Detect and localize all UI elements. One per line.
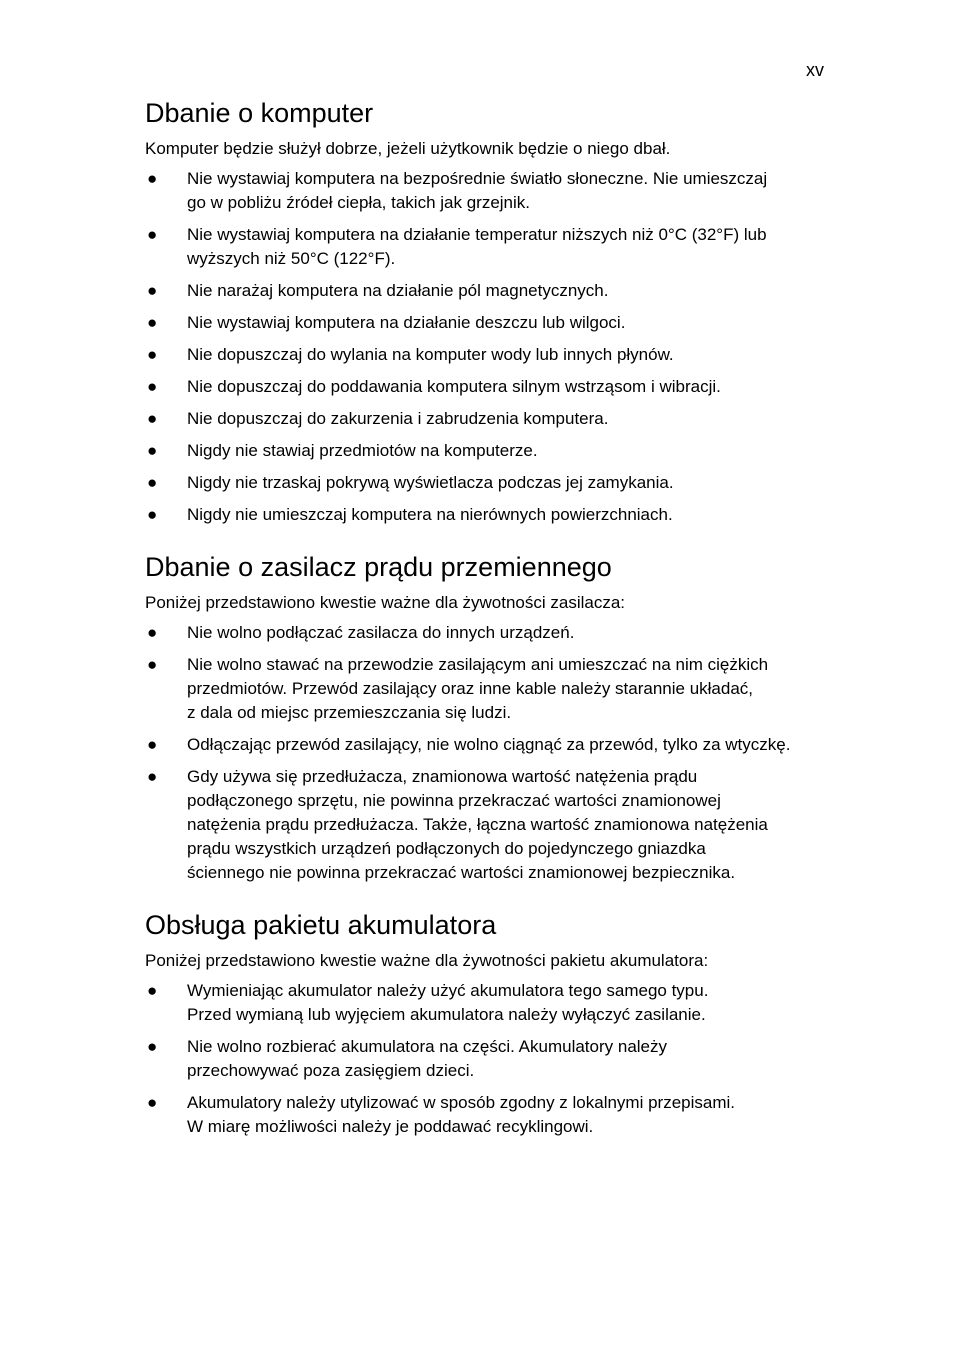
list-item (145, 1035, 835, 1083)
bullet-icon: ● (147, 655, 158, 674)
bullet-list (145, 621, 835, 885)
list-item (145, 223, 835, 271)
list-item-text: Nie wolno podłączać zasilacza do innych urządzeń. (187, 623, 575, 642)
list-item-text: Nie wystawiaj komputera na bezpośrednie światło słoneczne. Nie umieszczaj (187, 169, 768, 188)
section-3 (145, 909, 835, 1139)
section-title: Dbanie o zasilacz prądu przemiennego (145, 552, 612, 582)
list-item (145, 733, 835, 757)
list-item-text: natężenia prądu przedłużacza. Także, łączna wartość znamionowa natężenia (187, 815, 768, 834)
bullet-icon: ● (147, 735, 158, 754)
list-item-text: go w pobliżu źródeł ciepła, takich jak grzejnik. (187, 193, 531, 212)
list-item (145, 311, 835, 335)
section-title: Obsługa pakietu akumulatora (145, 910, 497, 940)
bullet-icon: ● (147, 377, 158, 396)
list-item (145, 621, 835, 645)
bullet-icon: ● (147, 981, 158, 1000)
list-item-text: Odłączając przewód zasilający, nie wolno ciągnąć za przewód, tylko za wtyczkę. (187, 735, 791, 754)
list-item (145, 407, 835, 431)
list-item (145, 979, 835, 1027)
section-intro: Komputer będzie służył dobrze, jeżeli użytkownik będzie o niego dbał. (145, 139, 671, 158)
list-item-text: przechowywać poza zasięgiem dzieci. (187, 1061, 475, 1080)
section-intro: Poniżej przedstawiono kwestie ważne dla żywotności zasilacza: (145, 593, 626, 612)
bullet-icon: ● (147, 441, 158, 460)
bullet-icon: ● (147, 345, 158, 364)
bullet-icon: ● (147, 623, 158, 642)
list-item (145, 471, 835, 495)
list-item (145, 167, 835, 215)
list-item-text: Wymieniając akumulator należy użyć akumulatora tego samego typu. (187, 981, 709, 1000)
list-item (145, 503, 835, 527)
bullet-icon: ● (147, 1037, 158, 1056)
list-item (145, 279, 835, 303)
list-item-text: Gdy używa się przedłużacza, znamionowa wartość natężenia prądu (187, 767, 698, 786)
bullet-icon: ● (147, 225, 158, 244)
list-item (145, 343, 835, 367)
bullet-icon: ● (147, 1093, 158, 1112)
list-item-text: Akumulatory należy utylizować w sposób zgodny z lokalnymi przepisami. (187, 1093, 736, 1112)
bullet-icon: ● (147, 169, 158, 188)
page-number: xv (806, 60, 824, 80)
list-item-text: Nie wolno rozbierać akumulatora na części. Akumulatory należy (187, 1037, 668, 1056)
list-item-text: Nigdy nie umieszczaj komputera na nierównych powierzchniach. (187, 505, 673, 524)
list-item-text: ściennego nie powinna przekraczać wartości znamionowej bezpiecznika. (187, 863, 736, 882)
list-item (145, 765, 835, 885)
bullet-icon: ● (147, 473, 158, 492)
list-item-text: Nie dopuszczaj do wylania na komputer wody lub innych płynów. (187, 345, 674, 364)
list-item (145, 653, 835, 725)
list-item-text: podłączonego sprzętu, nie powinna przekraczać wartości znamionowej (187, 791, 721, 810)
section-intro: Poniżej przedstawiono kwestie ważne dla żywotności pakietu akumulatora: (145, 951, 709, 970)
list-item-text: Nie dopuszczaj do zakurzenia i zabrudzenia komputera. (187, 409, 609, 428)
list-item-text: z dala od miejsc przemieszczania się ludzi. (187, 703, 512, 722)
list-item-text: Nigdy nie stawiaj przedmiotów na komputerze. (187, 441, 538, 460)
bullet-list (145, 979, 835, 1139)
document-body (145, 97, 835, 1163)
section-2 (145, 551, 835, 885)
list-item-text: Nigdy nie trzaskaj pokrywą wyświetlacza podczas jej zamykania. (187, 473, 674, 492)
list-item-text: wyższych niż 50°C (122°F). (187, 249, 396, 268)
bullet-icon: ● (147, 409, 158, 428)
list-item-text: prądu wszystkich urządzeń podłączonych do pojedynczego gniazdka (187, 839, 706, 858)
bullet-icon: ● (147, 767, 158, 786)
bullet-icon: ● (147, 505, 158, 524)
bullet-icon: ● (147, 281, 158, 300)
section-1 (145, 97, 835, 527)
list-item-text: Nie dopuszczaj do poddawania komputera silnym wstrząsom i wibracji. (187, 377, 721, 396)
bullet-icon: ● (147, 313, 158, 332)
list-item-text: Nie wolno stawać na przewodzie zasilającym ani umieszczać na nim ciężkich (187, 655, 769, 674)
list-item-text: Nie wystawiaj komputera na działanie deszczu lub wilgoci. (187, 313, 626, 332)
list-item-text: Nie narażaj komputera na działanie pól magnetycznych. (187, 281, 609, 300)
list-item (145, 439, 835, 463)
list-item (145, 1091, 835, 1139)
list-item (145, 375, 835, 399)
list-item-text: Nie wystawiaj komputera na działanie temperatur niższych niż 0°C (32°F) lub (187, 225, 767, 244)
list-item-text: W miarę możliwości należy je poddawać recyklingowi. (187, 1117, 594, 1136)
list-item-text: przedmiotów. Przewód zasilający oraz inne kable należy starannie układać, (187, 679, 754, 698)
bullet-list (145, 167, 835, 527)
list-item-text: Przed wymianą lub wyjęciem akumulatora należy wyłączyć zasilanie. (187, 1005, 706, 1024)
section-title: Dbanie o komputer (145, 98, 374, 128)
